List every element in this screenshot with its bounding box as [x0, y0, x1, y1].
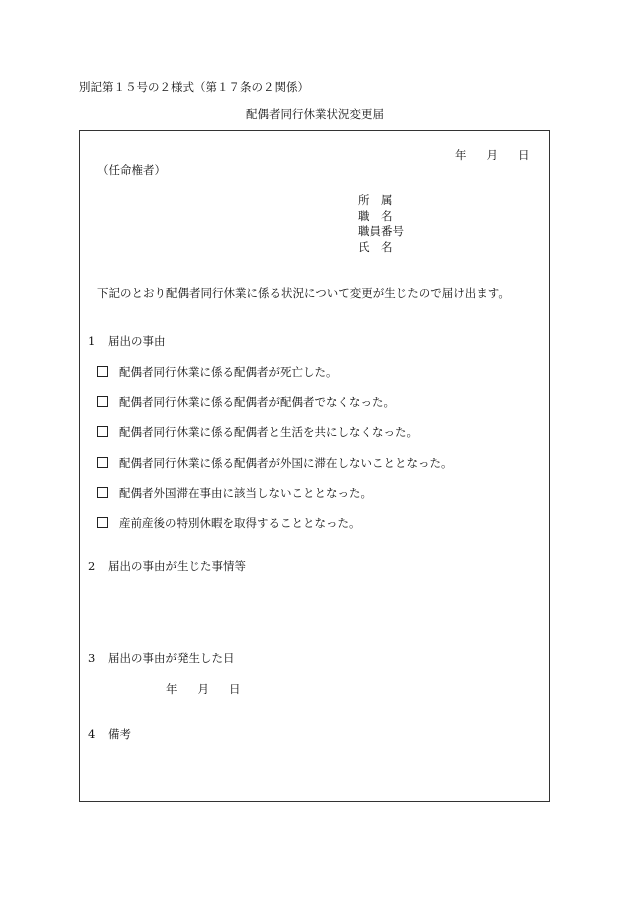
- reason-label: 配偶者同行休業に係る配偶者と生活を共にしなくなった。: [119, 425, 418, 439]
- section-2-number: 2: [88, 559, 96, 573]
- appointer-label: （任命権者）: [97, 163, 166, 177]
- section-3-title: 届出の事由が発生した日: [108, 651, 235, 665]
- section-1-heading: [88, 333, 166, 349]
- occurrence-month-label: 月: [197, 682, 209, 696]
- reason-item: [97, 455, 453, 471]
- checkbox[interactable]: [97, 426, 108, 437]
- checkbox[interactable]: [97, 366, 108, 377]
- section-3-heading: [88, 650, 235, 666]
- checkbox[interactable]: [97, 457, 108, 468]
- checkbox[interactable]: [97, 517, 108, 528]
- occurrence-day-label: 日: [229, 682, 241, 696]
- reason-label: 配偶者同行休業に係る配偶者が死亡した。: [119, 365, 338, 379]
- reason-item: [97, 394, 395, 410]
- section-4-title: 備考: [108, 727, 131, 741]
- reason-item: [97, 485, 372, 501]
- reason-label: 配偶者外国滞在事由に該当しないこととなった。: [119, 486, 372, 500]
- section-2-heading: [88, 558, 246, 574]
- affiliation-label: 所 属: [358, 193, 393, 207]
- form-number: 別記第１５号の２様式（第１７条の２関係）: [79, 80, 309, 94]
- reason-label: 配偶者同行休業に係る配偶者が外国に滞在しないこととなった。: [119, 456, 453, 470]
- section-3-number: 3: [88, 651, 96, 665]
- reason-label: 産前産後の特別休暇を取得することとなった。: [119, 516, 361, 530]
- reason-item: [97, 364, 338, 380]
- occurrence-year-label: 年: [166, 682, 178, 696]
- occurrence-date: [166, 681, 241, 697]
- section-1-number: 1: [88, 334, 96, 348]
- section-1-title: 届出の事由: [108, 334, 166, 348]
- declaration-text: 下記のとおり配偶者同行休業に係る状況について変更が生じたので届け出ます。: [97, 286, 510, 300]
- submission-date: [455, 147, 530, 163]
- section-2-title: 届出の事由が生じた事情等: [108, 559, 246, 573]
- reason-item: [97, 515, 361, 531]
- section-4-heading: [88, 726, 131, 742]
- reason-item: [97, 424, 418, 440]
- checkbox[interactable]: [97, 487, 108, 498]
- reason-label: 配偶者同行休業に係る配偶者が配偶者でなくなった。: [119, 395, 395, 409]
- applicant-block: [358, 193, 404, 255]
- date-month-label: 月: [486, 148, 498, 162]
- section-4-number: 4: [88, 727, 96, 741]
- name-label: 氏 名: [358, 239, 393, 254]
- date-day-label: 日: [518, 148, 530, 162]
- form-title: 配偶者同行休業状況変更届: [246, 107, 384, 121]
- checkbox[interactable]: [97, 396, 108, 407]
- date-year-label: 年: [455, 148, 467, 162]
- position-label: 職 名: [358, 208, 393, 223]
- employee-number-label: 職員番号: [358, 224, 404, 238]
